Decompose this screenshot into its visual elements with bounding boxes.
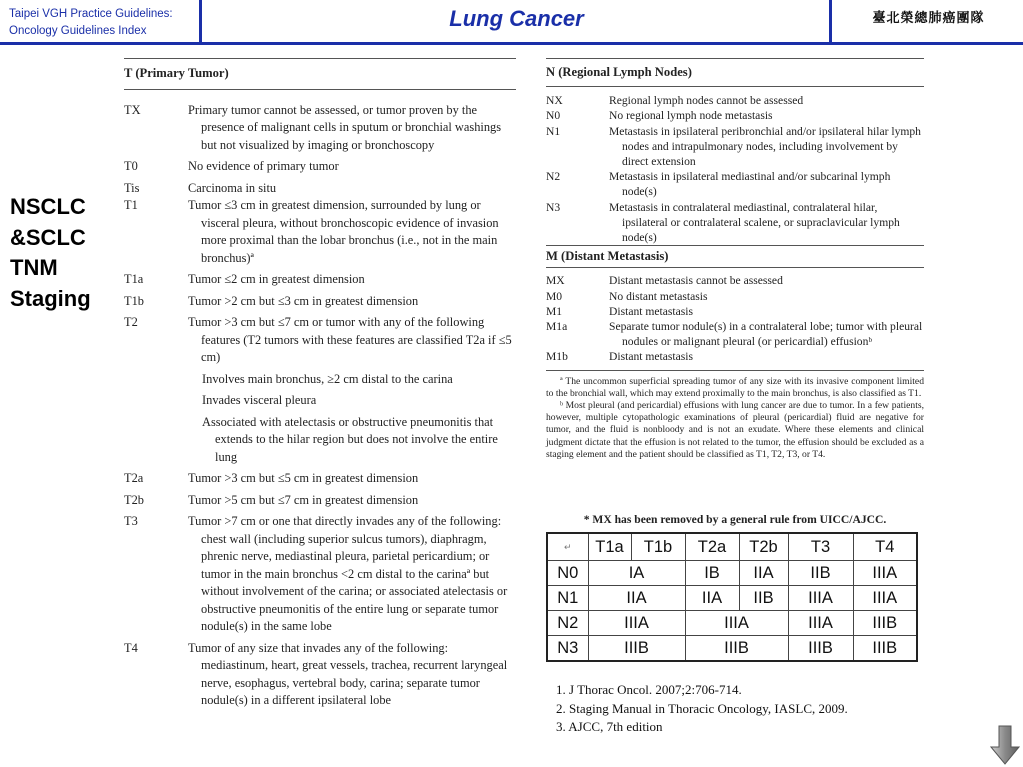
stage-cell: IIIA — [685, 611, 788, 636]
t-column-header: T1b — [631, 533, 685, 561]
header-rule — [0, 42, 1023, 45]
side-label — [10, 192, 110, 314]
mx-removal-note: * MX has been removed by a general rule from UICC/AJCC. — [583, 513, 887, 526]
m-code: M1 — [546, 304, 563, 318]
t-row — [124, 158, 516, 176]
stage-cell: IIIB — [588, 636, 685, 662]
t-desc: Primary tumor cannot be assessed, or tumor proven by the presence of malignant cells in sputum or bronchial washings but not visualized by imaging or bronchoscopy — [188, 102, 502, 152]
n-row — [546, 93, 924, 108]
t-desc: Tumor >5 cm but ≤7 cm in greatest dimension — [188, 492, 419, 507]
n-code: N3 — [546, 200, 561, 214]
t-code: T2a — [124, 471, 144, 485]
t-row — [124, 640, 516, 710]
n-row — [546, 200, 924, 246]
t-desc: Tumor of any size that invades any of the following: mediastinum, heart, great vessels, trachea, recurrent laryngeal nerve, esophagus, vertebral body, carina; separate tumor nodule(s) in a different ipsilateral lobe — [188, 640, 508, 707]
guideline-source-line1: Taipei VGH Practice Guidelines: — [9, 8, 173, 20]
m-row — [546, 319, 924, 349]
n-code: N1 — [546, 124, 561, 138]
stage-cell: IIIB — [853, 636, 917, 662]
t-row — [124, 102, 516, 155]
stage-row — [547, 586, 917, 611]
stage-grouping-table — [546, 532, 918, 662]
t-code: T1b — [124, 293, 144, 308]
m-row — [546, 289, 924, 304]
t-column-header: T2a — [685, 533, 739, 561]
n-code: N2 — [546, 170, 561, 184]
t-category-table — [124, 58, 516, 710]
t-row — [124, 314, 516, 367]
corner-cell: ↵ — [547, 533, 588, 561]
n-row — [546, 108, 924, 123]
down-arrow-icon[interactable] — [990, 725, 1020, 765]
side-label-line: &SCLC — [10, 224, 86, 250]
stage-cell: IIIB — [853, 611, 917, 636]
t-code: T3 — [124, 514, 138, 528]
m-desc: Separate tumor nodule(s) in a contralateral lobe; tumor with pleural nodules or malignant pleural (or pericardial) effusionᵇ — [609, 320, 923, 349]
stage-row — [547, 561, 917, 586]
guideline-source — [9, 6, 199, 40]
n-desc: Metastasis in contralateral mediastinal, contralateral hilar, ipsilateral or contralateral scalene, or supraclavicular lymph node(s) — [609, 200, 900, 245]
t-code: T2b — [124, 492, 144, 507]
n-desc: No regional lymph node metastasis — [609, 109, 773, 123]
t-column-header: T1a — [588, 533, 631, 561]
stage-row — [547, 636, 917, 662]
t-desc: Tumor >3 cm but ≤5 cm in greatest dimension — [188, 471, 419, 485]
m-code: M1b — [546, 350, 568, 364]
t-code: T2 — [124, 315, 138, 329]
side-label-line: NSCLC — [10, 194, 86, 219]
stage-cell: IIIB — [788, 636, 853, 662]
m-code: M0 — [546, 289, 563, 303]
n-desc: Regional lymph nodes cannot be assessed — [609, 94, 804, 108]
n-code: NX — [546, 94, 563, 108]
n-desc: Metastasis in ipsilateral peribronchial and/or ipsilateral hilar lymph nodes and intrapulmonary nodes, including involvement by direct extension — [609, 124, 921, 169]
t-desc: Tumor >3 cm but ≤7 cm or tumor with any of the following features (T2 tumors with these features are classified T2a if ≤5 cm) — [188, 315, 512, 364]
t-column-header: T4 — [853, 533, 917, 561]
m-desc: Distant metastasis — [609, 350, 694, 364]
n-row — [546, 124, 924, 170]
nm-category-table — [546, 58, 924, 461]
t-desc: Tumor >2 cm but ≤3 cm in greatest dimension — [188, 293, 419, 308]
stage-cell: IA — [588, 561, 685, 586]
n-row-header: N3 — [547, 636, 588, 662]
stage-cell: IB — [685, 561, 739, 586]
n-row — [546, 169, 924, 199]
stage-header-row — [547, 533, 917, 561]
t-code: T1a — [124, 272, 144, 286]
reference-item: 2. Staging Manual in Thoracic Oncology, IASLC, 2009. — [556, 700, 848, 716]
header-bar — [0, 0, 1023, 46]
stage-cell: IIA — [685, 586, 739, 611]
header-divider — [199, 0, 202, 44]
stage-cell: IIIB — [685, 636, 788, 662]
stage-cell: IIA — [588, 586, 685, 611]
stage-cell: IIIA — [853, 586, 917, 611]
t-code: T4 — [124, 640, 138, 655]
stage-cell: IIIA — [588, 611, 685, 636]
m-desc: Distant metastasis cannot be assessed — [609, 274, 783, 288]
t2-feature: Associated with atelectasis or obstructive pneumonitis that extends to the hilar region but does not involve the entire lung — [202, 414, 498, 464]
m-row — [546, 304, 924, 319]
t2-feature: Involves main bronchus, ≥2 cm distal to the carina — [202, 371, 453, 386]
t-row — [124, 492, 516, 510]
t-desc: Tumor ≤2 cm in greatest dimension — [188, 272, 365, 286]
stage-cell: IIIA — [788, 611, 853, 636]
team-name: 臺北榮總肺癌團隊 — [872, 11, 985, 26]
t-code: Tis — [124, 180, 140, 195]
side-label-line: TNM — [10, 255, 58, 280]
page-title: Lung Cancer — [449, 6, 584, 31]
n-desc: Metastasis in ipsilateral mediastinal and/or subcarinal lymph node(s) — [609, 170, 891, 199]
stage-row — [547, 611, 917, 636]
t-desc: Carcinoma in situ — [188, 180, 277, 195]
n-code: N0 — [546, 109, 561, 123]
t-row — [124, 180, 516, 198]
t-code: TX — [124, 102, 141, 117]
t-column-header: T3 — [788, 533, 853, 561]
m-desc: Distant metastasis — [609, 304, 694, 318]
t-row — [124, 513, 516, 636]
t-desc: Tumor >7 cm or one that directly invades any of the following: chest wall (including superior sulcus tumors), diaphragm, phrenic nerve, mediastinal pleura, parietal pericardium; or tumor in the main bronchus <2 cm distal to the carinaª but without involvement of the carina; or associated atelectasis or obstructive pneumonitis of the entire lung or separate tumor nodule(s) in the same lobe — [188, 514, 508, 633]
m-row — [546, 273, 924, 288]
t-desc: Tumor ≤3 cm in greatest dimension, surrounded by lung or visceral pleura, without bronchoscopic evidence of invasion more proximal than the lobar bronchus (i.e., not in the main bronchus)ª — [188, 198, 499, 265]
stage-cell: IIB — [788, 561, 853, 586]
t-desc: No evidence of primary tumor — [188, 159, 339, 173]
stage-cell: IIB — [739, 586, 788, 611]
t-row — [124, 293, 516, 311]
t-code: T0 — [124, 159, 138, 173]
footnote-a: ª The uncommon superficial spreading tumor of any size with its invasive component limited to the bronchial wall, which may extend proximally to the main bronchus, is also classified as T1. — [546, 375, 924, 399]
t-row — [124, 271, 516, 289]
references — [556, 681, 956, 737]
reference-item: 1. J Thorac Oncol. 2007;2:706-714. — [556, 682, 742, 697]
footnotes — [546, 376, 924, 461]
stage-cell: IIIA — [788, 586, 853, 611]
m-desc: No distant metastasis — [609, 289, 708, 303]
guideline-source-line2: Oncology Guidelines Index — [9, 25, 147, 37]
footnote-b: ᵇ Most pleural (and pericardial) effusions with lung cancer are due to tumor. In a few patients, however, multiple cytopathologic examinations of pleural (pericardial) fluid are negative for tumor, and the fluid is nonbloody and is not an exudate. Where these elements and clinical judgment dictate that the effusion is not related to the tumor, the effusion should be excluded as a staging element and the patient should be classified as T1, T2, T3, or T4. — [546, 400, 924, 460]
m-code: M1a — [546, 320, 568, 334]
t-heading: T (Primary Tumor) — [124, 66, 229, 80]
m-heading: M (Distant Metastasis) — [546, 249, 669, 264]
t2-feature: Invades visceral pleura — [202, 393, 317, 407]
n-row-header: N2 — [547, 611, 588, 636]
t-row — [124, 470, 516, 488]
header-divider — [829, 0, 832, 44]
stage-cell: IIIA — [853, 561, 917, 586]
n-row-header: N1 — [547, 586, 588, 611]
t-column-header: T2b — [739, 533, 788, 561]
t-row — [124, 197, 516, 267]
side-label-line: Staging — [10, 285, 91, 311]
n-row-header: N0 — [547, 561, 588, 586]
m-code: MX — [546, 274, 565, 288]
t-code: T1 — [124, 198, 138, 212]
reference-item: 3. AJCC, 7th edition — [556, 719, 663, 734]
m-row — [546, 349, 924, 364]
stage-cell: IIA — [739, 561, 788, 586]
n-heading: N (Regional Lymph Nodes) — [546, 65, 692, 79]
